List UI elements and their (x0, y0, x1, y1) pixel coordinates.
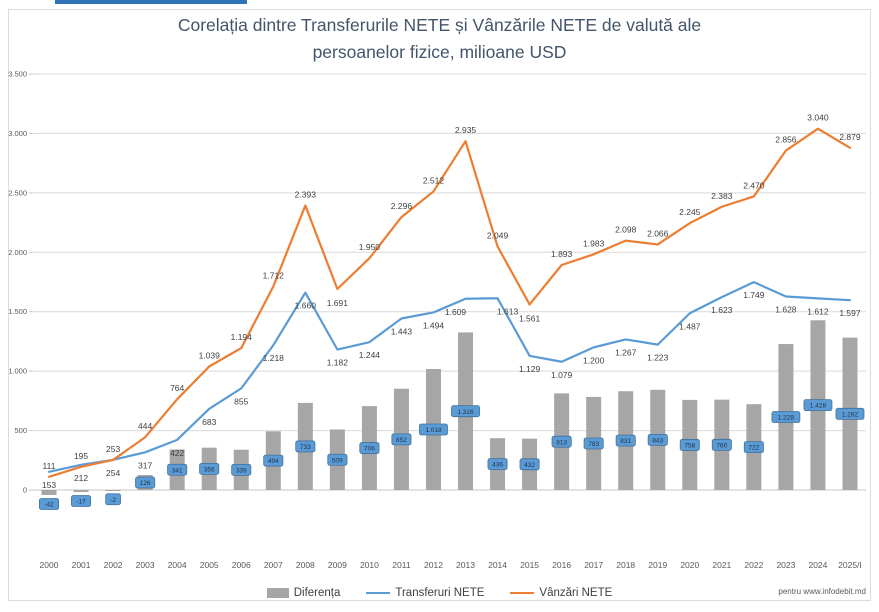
sales-value-label: 2.393 (294, 189, 316, 200)
transfers-value-label: 317 (138, 460, 153, 471)
y-axis-label: 3.000 (8, 128, 27, 138)
sales-value-label: 2.296 (390, 201, 413, 212)
diff-value-label: 436 (492, 461, 503, 469)
x-axis-label-2007: 2007 (263, 560, 283, 570)
x-axis-label-2006: 2006 (231, 560, 251, 570)
x-axis-label-2024: 2024 (808, 560, 828, 570)
transfers-value-label: 683 (202, 416, 217, 427)
sales-value-label: 111 (42, 460, 56, 471)
legend-label: Diferența (293, 587, 341, 599)
transfers-value-label: 1.609 (444, 306, 467, 317)
x-axis-label-2001: 2001 (71, 560, 91, 570)
sales-value-label: 3.040 (807, 112, 829, 123)
transfers-value-label: 1.612 (807, 306, 829, 317)
transfers-value-label: 1.597 (839, 308, 861, 319)
x-axis-label-2020: 2020 (680, 560, 700, 570)
diff-value-label: 341 (171, 467, 183, 475)
diff-value-label: -17 (76, 498, 86, 506)
transfers-value-label: 254 (106, 467, 121, 478)
diff-value-label: 831 (620, 438, 632, 446)
legend-item-transferuri[interactable] (366, 587, 484, 599)
diff-value-label: 843 (652, 437, 664, 445)
diff-value-label: 813 (556, 439, 568, 447)
transfers-value-label: 1.218 (262, 353, 284, 364)
sales-value-label: 2.512 (422, 175, 445, 186)
diff-value-label: 1.228 (777, 414, 795, 422)
transfers-value-label: 1.623 (711, 305, 733, 316)
sales-value-label: 2.470 (743, 180, 765, 191)
chart-title-text: Corelația dintre Transferurile NETE și Vânzările NETE de valută ale persoanelor fizice, milioane USD (177, 15, 702, 63)
sales-value-label: 253 (106, 443, 121, 454)
diff-value-label: 432 (524, 461, 536, 469)
sales-value-label: 2.856 (775, 134, 797, 145)
diff-value-label: 356 (203, 466, 215, 474)
x-axis-label-2022: 2022 (744, 560, 764, 570)
sales-value-label: 2.383 (711, 190, 733, 201)
diff-value-label: 494 (267, 458, 279, 466)
sales-value-label: 1.950 (358, 242, 381, 253)
credit-text: pentru www.infodebit.md (778, 587, 866, 596)
x-axis-label-2015: 2015 (520, 560, 540, 570)
legend-item-diferenta[interactable] (267, 587, 341, 599)
sales-line[interactable] (49, 129, 850, 477)
x-axis-label-2002: 2002 (103, 560, 123, 570)
transfers-value-label: 1.443 (390, 326, 413, 337)
x-axis-label-2013: 2013 (456, 560, 475, 570)
sales-value-label: 2.049 (486, 230, 509, 241)
transfers-value-label: 855 (234, 396, 249, 407)
transfers-value-label: 1.494 (422, 320, 445, 331)
x-axis-label-2010: 2010 (359, 560, 379, 570)
diff-value-label: -2 (110, 496, 116, 504)
x-axis-label-2017: 2017 (584, 560, 604, 570)
x-axis-label-2021: 2021 (712, 560, 732, 570)
transfers-value-label: 1.487 (679, 321, 701, 332)
x-axis-label-2023: 2023 (776, 560, 796, 570)
transfers-value-label: 1.200 (583, 355, 605, 366)
legend-label: Transferuri NETE (395, 587, 485, 599)
sales-value-label: 444 (138, 421, 153, 432)
transfers-value-label: 422 (170, 447, 185, 458)
y-axis-label: 1.500 (8, 307, 27, 317)
diff-value-label: 760 (716, 442, 728, 450)
x-axis-label-2019: 2019 (648, 560, 668, 570)
legend-item-vanzari[interactable] (510, 587, 612, 599)
transfers-value-label: 1.628 (775, 304, 797, 315)
bar-2001[interactable] (74, 490, 89, 492)
x-axis-label-2004: 2004 (167, 560, 187, 570)
transfers-value-label: 1.660 (294, 300, 316, 311)
diff-value-label: 1.428 (809, 402, 827, 410)
legend-label: Vânzări NETE (539, 587, 613, 599)
diff-value-label: 722 (748, 444, 760, 452)
sales-value-label: 195 (73, 450, 89, 461)
transfers-value-label: 1.613 (496, 306, 519, 317)
y-axis-label: 1.000 (8, 366, 27, 376)
sales-value-label: 1.983 (583, 238, 605, 249)
sales-value-label: 1.561 (518, 313, 541, 324)
transfers-value-label: 153 (41, 479, 57, 490)
sales-value-label: 1.194 (230, 332, 252, 343)
y-axis-label: 500 (14, 426, 27, 436)
transfers-value-label: 1.129 (518, 363, 541, 374)
x-axis-label-2012: 2012 (424, 560, 443, 570)
x-axis-label-2018: 2018 (616, 560, 636, 570)
y-axis-label: 0 (22, 485, 27, 495)
line-swatch-icon (510, 592, 534, 595)
transfers-value-label: 1.749 (743, 290, 765, 301)
sales-value-label: 2.935 (454, 125, 477, 136)
y-axis-label: 2.000 (8, 247, 27, 257)
diff-value-label: 852 (396, 436, 407, 444)
sales-value-label: 2.245 (679, 207, 701, 218)
y-axis-label: 2.500 (8, 188, 27, 198)
x-axis-label-2016: 2016 (552, 560, 572, 570)
bar-2002[interactable] (106, 490, 121, 491)
x-axis-label-2003: 2003 (135, 560, 155, 570)
diff-value-label: 339 (235, 467, 247, 475)
x-axis-label-2025/I: 2025/I (838, 560, 862, 570)
x-axis-label-2009: 2009 (327, 560, 347, 570)
sales-value-label: 2.879 (839, 131, 861, 142)
diff-value-label: 1.326 (457, 408, 474, 416)
transfers-value-label: 212 (73, 472, 89, 483)
x-axis-label-2011: 2011 (392, 560, 411, 570)
diff-value-label: 1.018 (425, 427, 442, 435)
chart-legend (0, 587, 879, 599)
transfers-value-label: 1.267 (615, 347, 637, 358)
y-axis-label: 3.500 (8, 69, 27, 79)
sales-value-label: 2.066 (647, 228, 669, 239)
diff-value-label: 1.282 (841, 411, 859, 419)
bar-2000[interactable] (42, 490, 57, 495)
transfers-value-label: 1.244 (358, 350, 381, 361)
diff-value-label: 509 (331, 457, 343, 465)
sales-value-label: 1.893 (550, 249, 573, 260)
diff-value-label: 758 (684, 442, 696, 450)
x-axis-label-2014: 2014 (488, 560, 508, 570)
transfers-value-label: 1.079 (550, 369, 573, 380)
bar-swatch-icon (267, 588, 289, 598)
sales-value-label: 764 (170, 383, 185, 394)
transfers-value-label: 1.182 (326, 357, 349, 368)
x-axis-label-2000: 2000 (39, 560, 59, 570)
sales-value-label: 2.098 (615, 224, 637, 235)
diff-value-label: 783 (588, 441, 600, 449)
line-swatch-icon (366, 592, 390, 595)
diff-value-label: -42 (44, 501, 54, 509)
sales-value-label: 1.712 (262, 270, 284, 281)
x-axis-label-2005: 2005 (199, 560, 219, 570)
sales-value-label: 1.039 (198, 350, 220, 361)
x-axis-label-2008: 2008 (295, 560, 315, 570)
transfers-value-label: 1.223 (647, 352, 669, 363)
diff-value-label: 706 (363, 445, 375, 453)
sales-value-label: 1.691 (326, 298, 349, 309)
diff-value-label: 126 (139, 480, 151, 488)
diff-value-label: 733 (299, 444, 311, 452)
